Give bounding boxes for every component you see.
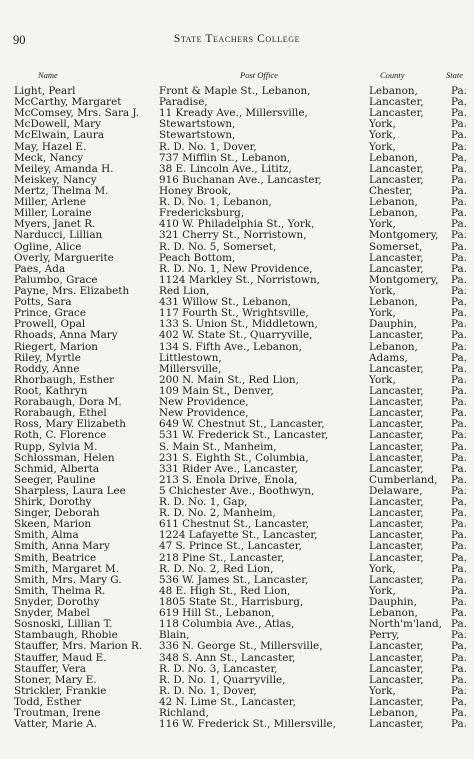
entry-name: McCarthy, Margaret	[14, 96, 122, 109]
entry-post-office: 11 Kready Ave., Millersville,	[159, 107, 308, 120]
column-header-post-office: Post Office	[240, 70, 279, 80]
entry-county: Lancaster,	[369, 651, 424, 664]
entry-name: Rupp, Sylvia M.	[14, 440, 98, 453]
entry-post-office: 348 S. Ann St., Lancaster,	[159, 651, 296, 664]
entry-state: Pa.	[451, 462, 468, 475]
entry-county: Lancaster,	[369, 551, 424, 564]
entry-post-office: R. D. No. 5, Somerset,	[159, 240, 277, 253]
entry-name: Ross, Mary Elizabeth	[14, 418, 126, 431]
entry-state: Pa.	[451, 96, 468, 109]
entry-county: Lancaster,	[369, 573, 424, 586]
entry-post-office: S. Main St., Manheim,	[159, 440, 277, 453]
entry-county: Lancaster,	[369, 251, 424, 264]
entry-name: Mertz, Thelma M.	[14, 184, 109, 197]
list-item	[0, 430, 474, 441]
entry-county: Dauphin,	[369, 318, 417, 331]
entry-post-office: 133 S. Union St., Middletown,	[159, 318, 318, 331]
entry-post-office: Littlestown,	[159, 351, 222, 364]
entry-post-office: Honey Brook,	[159, 184, 232, 197]
entry-post-office: 109 Main St., Denver,	[159, 384, 274, 397]
entry-county: Lancaster,	[369, 107, 424, 120]
entry-county: Lancaster,	[369, 662, 424, 675]
entry-county: Lebanon,	[369, 196, 418, 209]
entry-state: Pa.	[451, 662, 468, 675]
entry-state: Pa.	[451, 551, 468, 564]
entry-post-office: Richland,	[159, 707, 209, 720]
entry-post-office: R. D. No. 1, Gap,	[159, 496, 248, 509]
entry-county: Lancaster,	[369, 440, 424, 453]
list-item	[0, 641, 474, 652]
entry-state: Pa.	[451, 473, 468, 486]
list-item	[0, 142, 474, 153]
entry-county: York,	[369, 373, 396, 386]
entry-name: McComsey, Mrs. Sara J.	[14, 107, 140, 120]
entry-name: Miller, Arlene	[14, 196, 86, 209]
entry-name: Rhoads, Anna Mary	[14, 329, 118, 342]
entry-name: Ogline, Alice	[14, 240, 82, 253]
entry-state: Pa.	[451, 562, 468, 575]
entry-name: Singer, Deborah	[14, 507, 100, 520]
entry-post-office: 649 W. Chestnut St., Lancaster,	[159, 418, 325, 431]
entry-name: Smith, Margaret M.	[14, 562, 119, 575]
entry-state: Pa.	[451, 696, 468, 709]
entry-post-office: R. D. No. 2, Red Lion,	[159, 562, 274, 575]
entry-post-office: 331 Rider Ave., Lancaster,	[159, 462, 298, 475]
entry-name: Snyder, Dorothy	[14, 596, 100, 609]
entry-county: Lancaster,	[369, 329, 424, 342]
entry-state: Pa.	[451, 307, 468, 320]
entry-county: York,	[369, 129, 396, 142]
entry-name: Rhorbaugh, Esther	[14, 373, 115, 386]
entry-name: Rorabaugh, Dora M.	[14, 396, 122, 409]
entry-name: Schlossman, Helen	[14, 451, 115, 464]
entry-county: Lancaster,	[369, 173, 424, 186]
entry-name: Overly, Marguerite	[14, 251, 114, 264]
entry-post-office: 611 Chestnut St., Lancaster,	[159, 518, 310, 531]
entry-name: Paes, Ada	[14, 262, 66, 275]
entry-post-office: R. D. No. 1, Dover,	[159, 140, 257, 153]
entry-name: Meiskey, Nancy	[14, 173, 97, 186]
entry-county: York,	[369, 307, 396, 320]
entry-state: Pa.	[451, 251, 468, 264]
entry-county: Lancaster,	[369, 262, 424, 275]
entry-name: Smith, Thelma R.	[14, 584, 106, 597]
entry-name: Smith, Anna Mary	[14, 540, 110, 553]
entry-county: Perry,	[369, 629, 400, 642]
entry-post-office: Fredericksburg,	[159, 207, 245, 220]
entry-post-office: Peach Bottom,	[159, 251, 236, 264]
entry-state: Pa.	[451, 107, 468, 120]
entry-state: Pa.	[451, 596, 468, 609]
entry-county: Lancaster,	[369, 496, 424, 509]
entry-county: Lebanon,	[369, 207, 418, 220]
entry-state: Pa.	[451, 196, 468, 209]
entry-post-office: 116 W. Frederick St., Millersville,	[159, 718, 336, 731]
entry-county: Delaware,	[369, 484, 423, 497]
entry-post-office: Front & Maple St., Lebanon,	[159, 85, 311, 97]
entry-state: Pa.	[451, 373, 468, 386]
entry-name: Myers, Janet R.	[14, 218, 96, 231]
entry-county: Somerset,	[369, 240, 423, 253]
entry-post-office: 38 E. Lincoln Ave., Lititz,	[159, 162, 292, 175]
entry-post-office: 916 Buchanan Ave., Lancaster,	[159, 173, 322, 186]
entry-post-office: 410 W. Philadelphia St., York,	[159, 218, 315, 231]
entry-state: Pa.	[451, 162, 468, 175]
entry-name: Schmid, Alberta	[14, 462, 100, 475]
entry-name: Light, Pearl	[14, 85, 76, 97]
entry-name: Roddy, Anne	[14, 362, 80, 375]
entry-state: Pa.	[451, 362, 468, 375]
entry-state: Pa.	[451, 173, 468, 186]
entry-post-office: 402 W. State St., Quarryville,	[159, 329, 313, 342]
entry-state: Pa.	[451, 629, 468, 642]
entry-state: Pa.	[451, 496, 468, 509]
directory-list	[0, 86, 474, 730]
entry-name: Strickler, Frankie	[14, 684, 107, 697]
entry-name: Smith, Alma	[14, 529, 79, 542]
entry-name: Prowell, Opal	[14, 318, 86, 331]
entry-name: Riegert, Marion	[14, 340, 98, 353]
entry-post-office: 118 Columbia Ave., Atlas,	[159, 618, 295, 631]
entry-post-office: 1124 Markley St., Norristown,	[159, 273, 320, 286]
entry-state: Pa.	[451, 85, 468, 97]
entry-name: Troutman, Irene	[14, 707, 101, 720]
entry-state: Pa.	[451, 118, 468, 131]
entry-state: Pa.	[451, 218, 468, 231]
entry-state: Pa.	[451, 407, 468, 420]
entry-state: Pa.	[451, 151, 468, 164]
entry-state: Pa.	[451, 351, 468, 364]
entry-name: Seeger, Pauline	[14, 473, 96, 486]
entry-state: Pa.	[451, 618, 468, 631]
entry-name: Todd, Esther	[14, 696, 82, 709]
entry-state: Pa.	[451, 184, 468, 197]
entry-name: Sharpless, Laura Lee	[14, 484, 126, 497]
entry-post-office: Paradise,	[159, 96, 208, 109]
entry-state: Pa.	[451, 540, 468, 553]
entry-name: Smith, Mrs. Mary G.	[14, 573, 122, 586]
entry-county: Lancaster,	[369, 696, 424, 709]
entry-state: Pa.	[451, 440, 468, 453]
list-item	[0, 442, 474, 453]
entry-county: Lancaster,	[369, 384, 424, 397]
entry-state: Pa.	[451, 707, 468, 720]
entry-county: York,	[369, 284, 396, 297]
entry-state: Pa.	[451, 262, 468, 275]
entry-county: Lebanon,	[369, 151, 418, 164]
entry-post-office: Stewartstown,	[159, 129, 236, 142]
entry-state: Pa.	[451, 429, 468, 442]
entry-name: Palumbo, Grace	[14, 273, 98, 286]
list-item	[0, 719, 474, 730]
entry-post-office: R. D. No. 1, Dover,	[159, 684, 257, 697]
entry-post-office: R. D. No. 1, Quarryville,	[159, 673, 286, 686]
entry-name: McElwain, Laura	[14, 129, 105, 142]
entry-county: Adams,	[369, 351, 408, 364]
entry-state: Pa.	[451, 451, 468, 464]
entry-county: Lancaster,	[369, 418, 424, 431]
page-number: 90	[13, 33, 26, 47]
list-item	[0, 242, 474, 253]
entry-county: Lancaster,	[369, 451, 424, 464]
entry-county: York,	[369, 562, 396, 575]
entry-post-office: Red Lion,	[159, 284, 210, 297]
list-item	[0, 342, 474, 353]
entry-name: McDowell, Mary	[14, 118, 102, 131]
entry-county: Cumberland,	[369, 473, 438, 486]
entry-name: Meiley, Amanda H.	[14, 162, 114, 175]
entry-county: Lancaster,	[369, 462, 424, 475]
entry-post-office: 431 Willow St., Lebanon,	[159, 296, 292, 309]
list-item	[0, 130, 474, 141]
entry-state: Pa.	[451, 573, 468, 586]
entry-name: Riley, Myrtle	[14, 351, 81, 364]
entry-post-office: 213 S. Enola Drive, Enola,	[159, 473, 298, 486]
list-item	[0, 230, 474, 241]
entry-state: Pa.	[451, 296, 468, 309]
entry-name: Snyder, Mabel	[14, 607, 90, 620]
entry-post-office: New Providence,	[159, 407, 249, 420]
entry-county: Lebanon,	[369, 296, 418, 309]
entry-post-office: 200 N. Main St., Red Lion,	[159, 373, 299, 386]
entry-county: Montgomery,	[369, 229, 439, 242]
entry-name: Miller, Loraine	[14, 207, 92, 220]
entry-county: York,	[369, 684, 396, 697]
entry-county: York,	[369, 140, 396, 153]
entry-post-office: R. D. No. 1, Lebanon,	[159, 196, 272, 209]
entry-name: Roth, C. Florence	[14, 429, 107, 442]
entry-name: May, Hazel E.	[14, 140, 87, 153]
entry-post-office: R. D. No. 1, New Providence,	[159, 262, 313, 275]
entry-state: Pa.	[451, 229, 468, 242]
entry-name: Stauffer, Mrs. Marion R.	[14, 640, 143, 653]
entry-state: Pa.	[451, 507, 468, 520]
entry-name: Stauffer, Maud E.	[14, 651, 107, 664]
entry-post-office: 231 S. Eighth St., Columbia,	[159, 451, 309, 464]
entry-county: Lancaster,	[369, 96, 424, 109]
entry-post-office: 47 S. Prince St., Lancaster,	[159, 540, 302, 553]
entry-state: Pa.	[451, 140, 468, 153]
entry-state: Pa.	[451, 207, 468, 220]
entry-county: Montgomery,	[369, 273, 439, 286]
entry-county: Lancaster,	[369, 429, 424, 442]
running-head: State Teachers College	[173, 33, 301, 45]
entry-county: Lebanon,	[369, 607, 418, 620]
entry-state: Pa.	[451, 684, 468, 697]
entry-post-office: 5 Chichester Ave., Boothwyn,	[159, 484, 315, 497]
entry-name: Potts, Sara	[14, 296, 72, 309]
entry-name: Stauffer, Vera	[14, 662, 87, 675]
entry-post-office: 218 Pine St., Lancaster,	[159, 551, 285, 564]
entry-name: Payne, Mrs. Elizabeth	[14, 284, 130, 297]
entry-state: Pa.	[451, 584, 468, 597]
entry-post-office: 737 Mifflin St., Lebanon,	[159, 151, 291, 164]
entry-state: Pa.	[451, 718, 468, 731]
entry-name: Rorabaugh, Ethel	[14, 407, 107, 420]
entry-post-office: 117 Fourth St., Wrightsville,	[159, 307, 309, 320]
entry-name: Skeen, Marion	[14, 518, 92, 531]
entry-county: Lebanon,	[369, 340, 418, 353]
entry-post-office: 536 W. James St., Lancaster,	[159, 573, 309, 586]
entry-post-office: 336 N. George St., Millersville,	[159, 640, 323, 653]
entry-post-office: R. D. No. 3, Lancaster,	[159, 662, 278, 675]
entry-county: Lancaster,	[369, 362, 424, 375]
entry-county: Lancaster,	[369, 540, 424, 553]
entry-post-office: Stewartstown,	[159, 118, 236, 131]
entry-state: Pa.	[451, 340, 468, 353]
entry-state: Pa.	[451, 318, 468, 331]
entry-county: Lancaster,	[369, 507, 424, 520]
entry-county: Lancaster,	[369, 718, 424, 731]
entry-state: Pa.	[451, 607, 468, 620]
entry-name: Sosnoski, Lillian T.	[14, 618, 113, 631]
entry-name: Meck, Nancy	[14, 151, 84, 164]
entry-county: Chester,	[369, 184, 413, 197]
entry-post-office: Millersville,	[159, 362, 222, 375]
entry-post-office: 48 E. High St., Red Lion,	[159, 584, 291, 597]
entry-state: Pa.	[451, 484, 468, 497]
entry-county: Lancaster,	[369, 673, 424, 686]
entry-county: York,	[369, 118, 396, 131]
entry-state: Pa.	[451, 640, 468, 653]
entry-county: Lancaster,	[369, 407, 424, 420]
entry-name: Narducci, Lillian	[14, 229, 103, 242]
entry-post-office: 42 N. Lime St., Lancaster,	[159, 696, 296, 709]
entry-post-office: 619 Hill St., Lebanon,	[159, 607, 275, 620]
entry-county: Lancaster,	[369, 640, 424, 653]
entry-state: Pa.	[451, 284, 468, 297]
entry-post-office: New Providence,	[159, 396, 249, 409]
entry-state: Pa.	[451, 651, 468, 664]
entry-state: Pa.	[451, 240, 468, 253]
entry-post-office: 1224 Lafayette St., Lancaster,	[159, 529, 318, 542]
entry-state: Pa.	[451, 673, 468, 686]
column-header-county: County	[380, 70, 405, 80]
entry-name: Stambaugh, Rhobie	[14, 629, 118, 642]
entry-state: Pa.	[451, 273, 468, 286]
entry-post-office: 134 S. Fifth Ave., Lebanon,	[159, 340, 302, 353]
entry-state: Pa.	[451, 329, 468, 342]
entry-name: Shirk, Dorothy	[14, 496, 92, 509]
entry-post-office: 531 W. Frederick St., Lancaster,	[159, 429, 329, 442]
list-item	[0, 541, 474, 552]
entry-county: York,	[369, 218, 396, 231]
entry-county: York,	[369, 584, 396, 597]
entry-post-office: 1805 State St., Harrisburg,	[159, 596, 304, 609]
entry-state: Pa.	[451, 418, 468, 431]
entry-post-office: 321 Cherry St., Norristown,	[159, 229, 307, 242]
entry-name: Root, Kathryn	[14, 384, 88, 397]
entry-county: Lancaster,	[369, 162, 424, 175]
entry-state: Pa.	[451, 396, 468, 409]
entry-county: North'm'land,	[369, 618, 442, 631]
column-header-name: Name	[38, 70, 58, 80]
entry-county: Lebanon,	[369, 85, 418, 97]
entry-county: Lancaster,	[369, 529, 424, 542]
entry-county: Lancaster,	[369, 396, 424, 409]
entry-state: Pa.	[451, 518, 468, 531]
entry-post-office: Blain,	[159, 629, 190, 642]
entry-county: Lancaster,	[369, 518, 424, 531]
entry-state: Pa.	[451, 129, 468, 142]
entry-name: Vatter, Marie A.	[14, 718, 98, 731]
entry-state: Pa.	[451, 384, 468, 397]
column-header-state: State	[446, 70, 463, 80]
entry-name: Stoner, Mary E.	[14, 673, 97, 686]
entry-county: Lebanon,	[369, 707, 418, 720]
entry-post-office: R. D. No. 2, Manheim,	[159, 507, 276, 520]
list-item	[0, 330, 474, 341]
entry-name: Prince, Grace	[14, 307, 86, 320]
entry-state: Pa.	[451, 529, 468, 542]
entry-name: Smith, Beatrice	[14, 551, 97, 564]
entry-county: Dauphin,	[369, 596, 417, 609]
